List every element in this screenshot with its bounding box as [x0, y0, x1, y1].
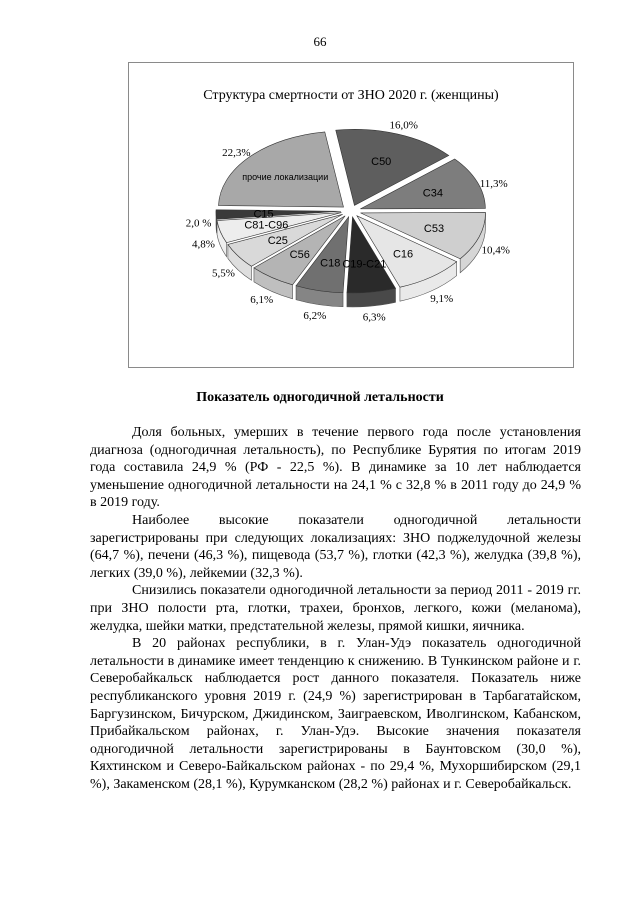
slice-code-label: C16	[392, 248, 414, 261]
slice-percent-label: 4,8%	[192, 238, 215, 251]
slice-code-label: C53	[423, 222, 445, 235]
slice-code-label: C50	[371, 156, 392, 169]
section-heading: Показатель одногодичной летальности	[196, 390, 444, 405]
slice-percent-label: 6,3%	[362, 311, 386, 324]
slice-percent-label: 11,3%	[479, 177, 508, 190]
slice-code-label: C81-C96	[244, 219, 289, 232]
pie-chart-svg	[129, 63, 573, 367]
body-text	[90, 424, 581, 793]
slice-code-label: C56	[289, 249, 310, 262]
slice-percent-label: 5,5%	[212, 267, 235, 280]
slice-code-label: C18	[320, 257, 341, 270]
slice-percent-label: 16,0%	[389, 119, 418, 132]
slice-code-label: C15	[253, 208, 274, 221]
slice-percent-label: 6,1%	[250, 293, 274, 306]
pie-chart	[128, 62, 574, 368]
slice-code-label: C19-C21	[342, 258, 387, 271]
slice-percent-label: 22,3%	[222, 147, 251, 160]
pie-slice	[219, 132, 344, 207]
paragraph: Доля больных, умерших в течение первого года после установления диагноза (одногодичная летальность), по Республике Бурятия по итогам 2019 года составила 24,9 % (РФ - 22,5 %). В динамике за 10 лет наблюдается уменьшение одногодичной летальности на 24,1 % с 32,8 % в 2011 году до 24,9 % в 2019 году.	[90, 425, 581, 511]
slice-code-label: прочие локализации	[242, 171, 329, 182]
slice-percent-label: 10,4%	[481, 244, 510, 257]
page-number: 66	[313, 34, 327, 49]
slice-percent-label: 6,2%	[303, 309, 327, 322]
paragraph: Снизились показатели одногодичной летальности за период 2011 - 2019 гг. при ЗНО полости рта, глотки, трахеи, бронхов, легкого, кожи (меланома), желудка, шейки матки, предстательной железы, прямой кишки, яичника.	[90, 583, 581, 634]
slice-percent-label: 9,1%	[430, 293, 454, 306]
chart-title: Структура смертности от ЗНО 2020 г. (женщины)	[203, 88, 499, 103]
slice-percent-label: 2,0 %	[185, 217, 212, 230]
slice-code-label: C25	[267, 235, 288, 248]
slice-code-label: C34	[422, 187, 443, 200]
paragraph: Наиболее высокие показатели одногодичной летальности зарегистрированы при следующих локализациях: ЗНО поджелудочной железы (64,7 %), печени (46,3 %), пищевода (53,7 %), глотки (42,3 %), желудка (39,8 %), легких (39,0 %), лейкемии (32,3 %).	[90, 512, 581, 581]
paragraph: В 20 районах республики, в г. Улан-Удэ показатель одногодичной летальности в динамике имеет тенденцию к снижению. В Тункинском районе и г. Северобайкальск наблюдается рост данного показателя. Показатель ниже республиканского уровня 2019 г. (24,9 %) зарегистрирован в Тарбагатайском, Баргузинском, Бичурском, Джидинском, Заиграевском, Иволгинском, Кабанском, Прибайкальском районах, г. Улан-Удэ. Высокие значения показателя одногодичной летальности зарегистрированы в Баунтовском (30,0 %), Кяхтинском и Северо-Байкальском районах - по 29,4 %, Мухоршибирском (29,1 %), Закаменском (28,1 %), Курумканском (28,2 %) районах и г. Северобайкальск.	[90, 636, 581, 792]
